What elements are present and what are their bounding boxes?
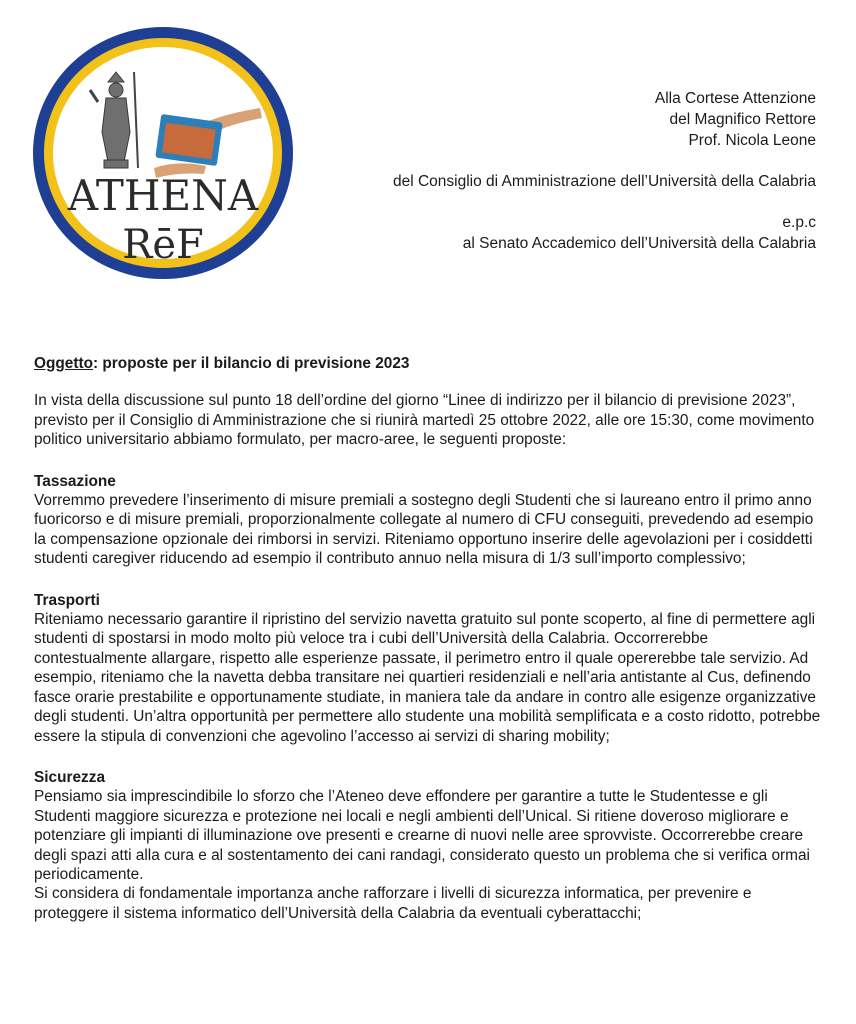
section-title: Trasporti (34, 591, 100, 609)
addressee-line: Prof. Nicola Leone (688, 132, 816, 149)
addressee-line: al Senato Accademico dell’Università della Calabria (462, 235, 816, 252)
addressee-line: Alla Cortese Attenzione (654, 90, 816, 107)
section-paragraph: Pensiamo sia imprescindibile lo sforzo che l’Ateneo deve effondere per garantire a tutte le Studentesse e gli Studenti maggiore sicurezza e protezione nei locali e negli ambienti dell’Unical. Si ritiene doveroso migliorare e potenziare gli impianti di illuminazione ove presenti e crearne di nuovi nelle aree sprovviste. Occorrerebbe creare degli spazi atti alla cura e al sostentamento dei cani randagi, considerato questo un problema che si verifica ormai periodicamente. (34, 788, 810, 883)
section-paragraph: Si considera di fondamentale importanza anche rafforzare i livelli di sicurezza informatica, per prevenire e proteggere il sistema informatico dell’Università della Calabria da eventuali cyberattacchi; (34, 885, 752, 922)
addressee-line: del Consiglio di Amministrazione dell’Università della Calabria (392, 173, 816, 190)
logo-name-line2: RēF (122, 222, 204, 268)
addressee-line: e.p.c (782, 214, 816, 231)
section-paragraph: Vorremmo prevedere l’inserimento di misure premiali a sostegno degli Studenti che si laureano entro il primo anno fuoricorso e di misure premiali, proporzionalmente collegate al numero di CFU conseguiti, prevedendo ad esempio la compensazione opzionale dei rimborsi in servizi. Riteniamo opportuno inserire delle agevolazioni per i cosiddetti studenti caregiver riducendo ad esempio il contributo annuo nella misura di 1/3 sull’importo complessivo; (34, 492, 814, 568)
intro-paragraph: In vista della discussione sul punto 18 dell’ordine del giorno “Linee di indirizzo per il bilancio di previsione 2023”, previsto per il Consiglio di Amministrazione che si riunirà martedì 25 ottobre 2022, alle ore 15:30, come movimento politico universitario abbiamo formulato, per macro-aree, le seguenti proposte: (34, 392, 815, 449)
addressee-block (393, 88, 816, 254)
section-title: Sicurezza (34, 768, 106, 786)
section-paragraph: Riteniamo necessario garantire il ripristino del servizio navetta gratuito sul ponte scoperto, al fine di permettere agli studenti di spostarsi in modo molto più veloce tra i cubi dell’Università della Calabria. Occorrerebbe contestualmente allargare, rispetto alle esperienze passate, il perimetro entro il quale opererebbe tale servizio. Ad esempio, riteniamo che la navetta debba transitare nei quartieri residenziali e nell’aria antistante al Cus, definendo fasce orarie prestabilite e opportunamente studiate, in maniera tale da andare in contro alle esigenze organizzative degli studenti. Un’altra opportunità per permettere allo studente una mobilità semplificata e a costo ridotto, potrebbe essere la stipula di convenzioni che agevolino l’accesso ai servizi di sharing mobility; (34, 611, 821, 745)
logo-emblem (28, 22, 298, 284)
section-sicurezza (34, 768, 824, 923)
letter-body (34, 354, 824, 945)
subject-line (34, 354, 824, 373)
athena-ref-logo (28, 22, 298, 284)
logo-name-line1: ATHENA (67, 171, 259, 220)
addressee-line: del Magnifico Rettore (669, 111, 816, 128)
subject-label: Oggetto (34, 355, 93, 372)
section-title: Tassazione (34, 472, 116, 490)
section-tassazione (34, 472, 824, 569)
section-trasporti (34, 591, 824, 746)
subject-text: : proposte per il bilancio di previsione 2023 (93, 355, 410, 372)
